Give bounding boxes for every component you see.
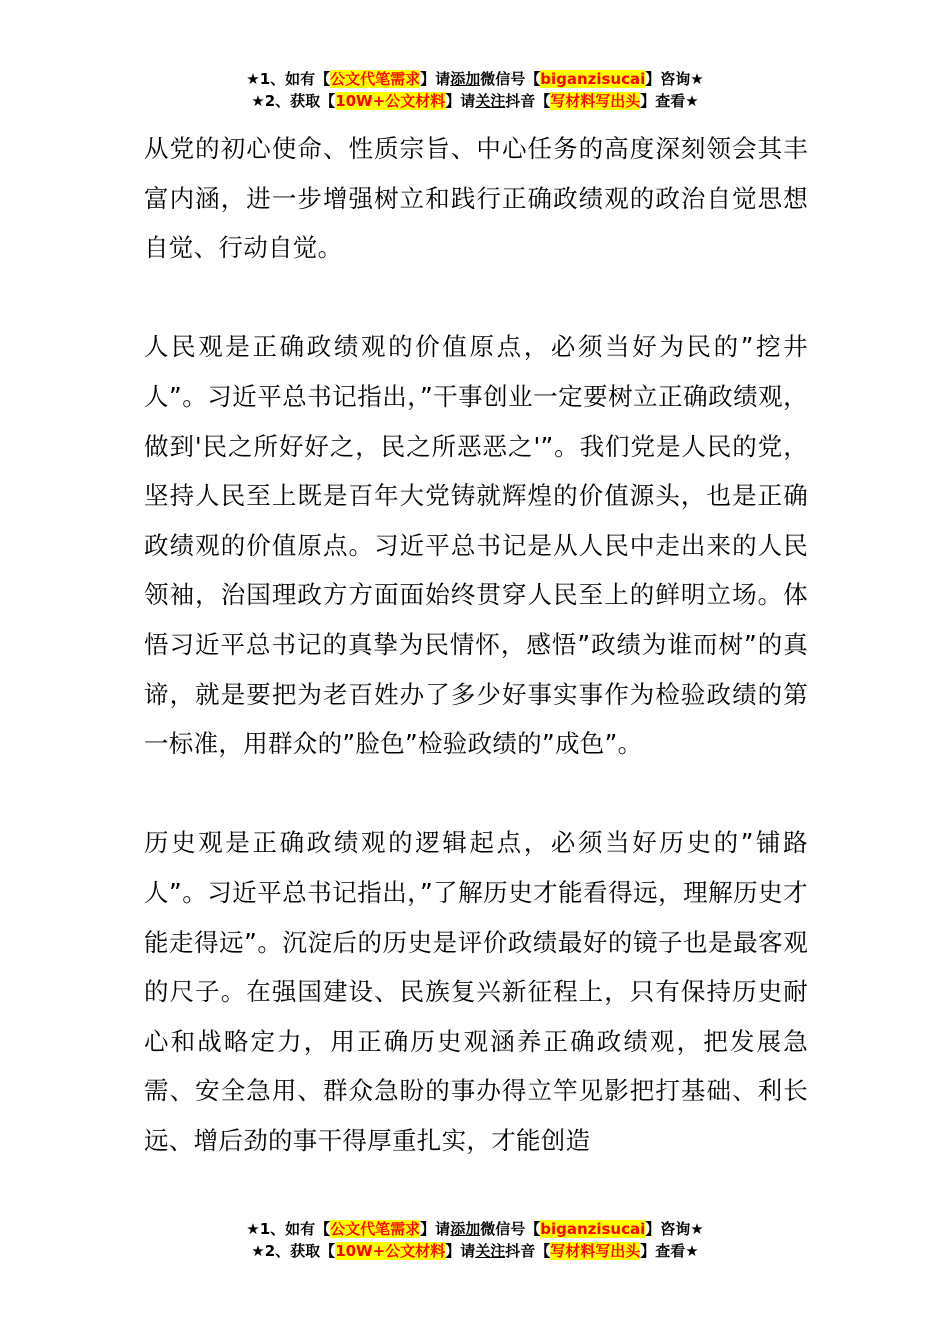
banner-text: 】咨询★	[645, 70, 704, 88]
banner-text: 】查看★	[640, 92, 699, 110]
banner-text: 】咨询★	[645, 1220, 704, 1238]
banner-highlight: 公文代笔需求	[330, 1220, 421, 1238]
footer-banner	[0, 1218, 950, 1262]
banner-underline: 添加	[450, 1220, 481, 1238]
document-body	[144, 124, 808, 1165]
banner-highlight: 写材料写出头	[550, 92, 641, 110]
banner-line-2	[0, 90, 950, 112]
banner-highlight: 10W+公文材料	[335, 92, 446, 110]
banner-text: 微信号【	[480, 70, 541, 88]
banner-highlight: 10W+公文材料	[335, 1242, 446, 1260]
banner-text: 】请	[445, 1242, 476, 1260]
banner-text: 抖音【	[505, 1242, 551, 1260]
banner-highlight: biganzisucai	[540, 1220, 646, 1238]
paragraph-3: 历史观是正确政绩观的逻辑起点，必须当好历史的”铺路人”。习近平总书记指出，”了解历史才能看得远，理解历史才能走得远”。沉淀后的历史是评价政绩最好的镜子也是最客观的尺子。在强国建设、民族复兴新征程上，只有保持历史耐心和战略定力，用正确历史观涵养正确政绩观，把发展急需、安全急用、群众急盼的事办得立竿见影把打基础、利长远、增后劲的事干得厚重扎实，才能创造	[144, 828, 808, 1155]
banner-underline: 关注	[475, 92, 506, 110]
banner-text: ★1、如有【	[246, 1220, 331, 1238]
banner-line-1	[0, 68, 950, 90]
banner-text: 微信号【	[480, 1220, 541, 1238]
header-banner	[0, 68, 950, 112]
banner-text: ★2、获取【	[251, 92, 336, 110]
banner-text: 】请	[445, 92, 476, 110]
banner-line-1	[0, 1218, 950, 1240]
banner-underline: 关注	[475, 1242, 506, 1260]
banner-highlight: 公文代笔需求	[330, 70, 421, 88]
banner-highlight: biganzisucai	[540, 70, 646, 88]
banner-text: 】请	[420, 70, 451, 88]
banner-highlight: 写材料写出头	[550, 1242, 641, 1260]
paragraph-2: 人民观是正确政绩观的价值原点，必须当好为民的”挖井人”。习近平总书记指出，”干事创业一定要树立正确政绩观，做到'民之所好好之，民之所恶恶之'”。我们党是人民的党，坚持人民至上既是百年大党铸就辉煌的价值源头，也是正确政绩观的价值原点。习近平总书记是从人民中走出来的人民领袖，治国理政方方面面始终贯穿人民至上的鲜明立场。体悟习近平总书记的真挚为民情怀，感悟”政绩为谁而树”的真谛，就是要把为老百姓办了多少好事实事作为检验政绩的第一标准，用群众的”脸色”检验政绩的”成色”。	[144, 332, 808, 759]
banner-text: 抖音【	[505, 92, 551, 110]
banner-text: ★2、获取【	[251, 1242, 336, 1260]
banner-underline: 添加	[450, 70, 481, 88]
banner-line-2	[0, 1240, 950, 1262]
paragraph-1: 从党的初心使命、性质宗旨、中心任务的高度深刻领会其丰富内涵，进一步增强树立和践行正确政绩观的政治自觉思想自觉、行动自觉。	[144, 134, 808, 263]
banner-text: 】查看★	[640, 1242, 699, 1260]
banner-text: ★1、如有【	[246, 70, 331, 88]
banner-text: 】请	[420, 1220, 451, 1238]
